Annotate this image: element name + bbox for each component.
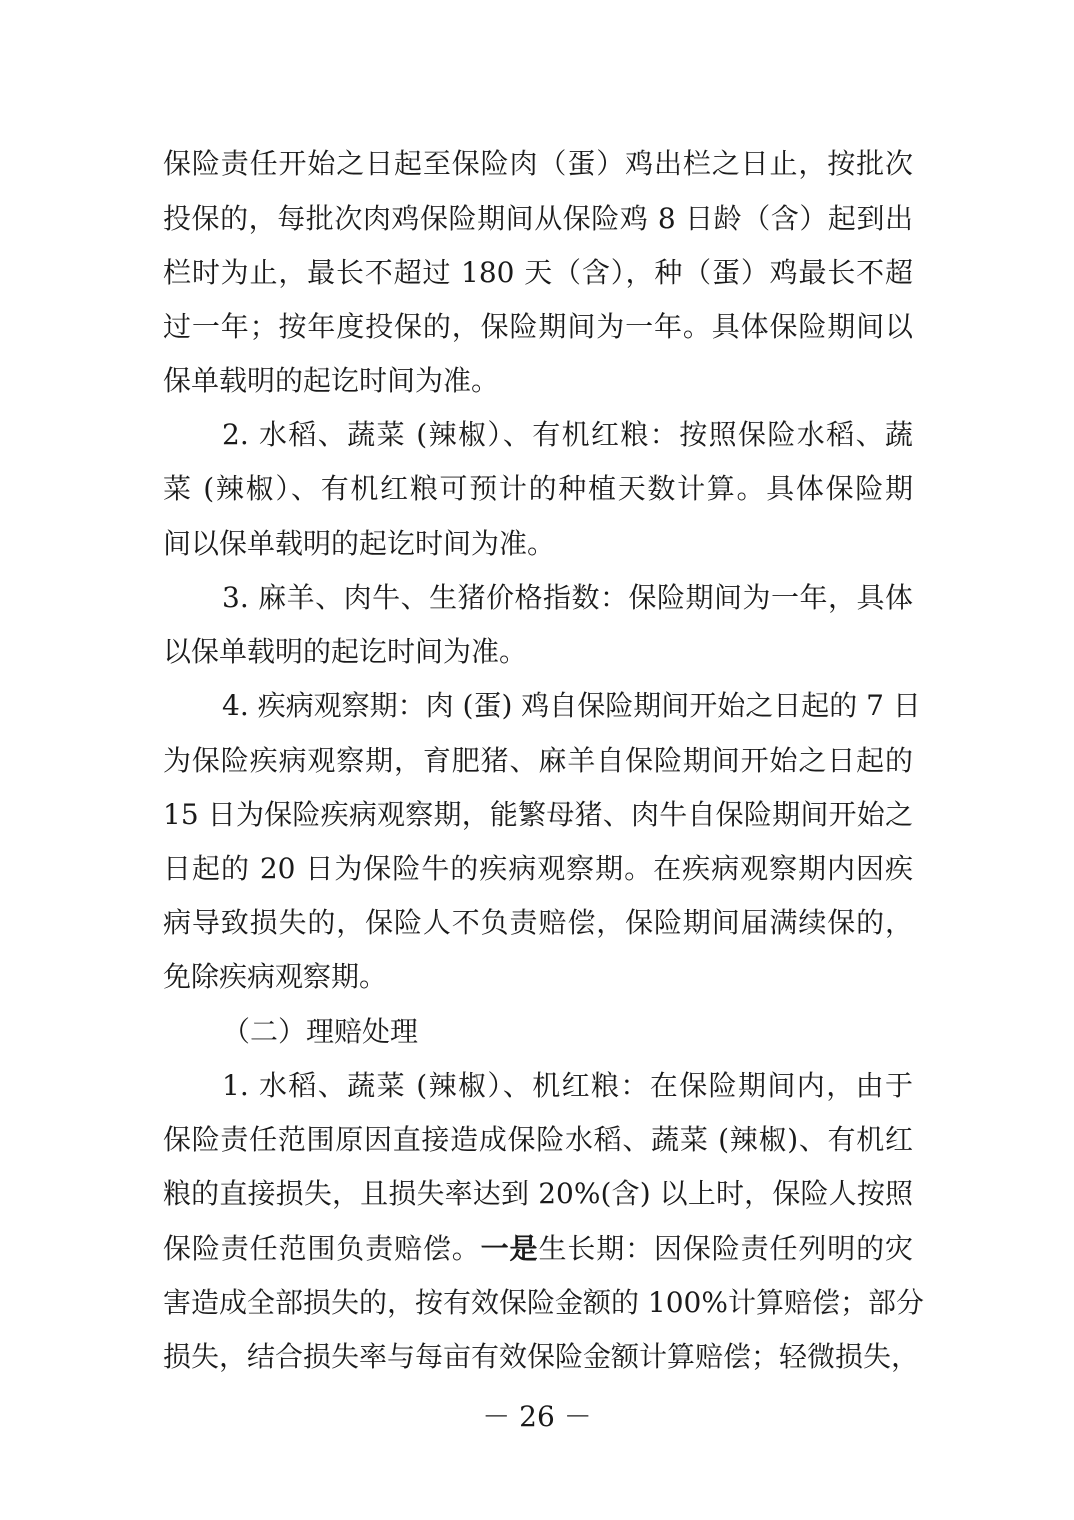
text-line: 15 日为保险疾病观察期，能繁母猪、肉牛自保险期间开始之 [163, 798, 913, 831]
text-line: 日起的 20 日为保险牛的疾病观察期。在疾病观察期内因疾 [163, 852, 913, 885]
text-line: 2. 水稻、蔬菜 (辣椒）、有机红粮：按照保险水稻、蔬 [222, 418, 913, 451]
text-line: 3. 麻羊、肉牛、生猪价格指数：保险期间为一年，具体 [222, 581, 913, 614]
text-line: 4. 疾病观察期：肉 (蛋) 鸡自保险期间开始之日起的 7 日 [222, 689, 921, 722]
text-line: 菜 (辣椒）、有机红粮可预计的种植天数计算。具体保险期 [163, 472, 913, 505]
text-line: 保单载明的起讫时间为准。 [163, 364, 500, 397]
text-line: 栏时为止，最长不超过 180 天（含），种（蛋）鸡最长不超 [163, 256, 913, 289]
text-segment: 生长期：因保险责任列明的灾 [538, 1232, 913, 1265]
text-line: 为保险疾病观察期，育肥猪、麻羊自保险期间开始之日起的 [163, 744, 913, 777]
text-line: 1. 水稻、蔬菜 (辣椒）、机红粮：在保险期间内，由于 [222, 1069, 913, 1102]
text-line: 间以保单载明的起讫时间为准。 [163, 527, 556, 560]
text-line: 保险责任范围原因直接造成保险水稻、蔬菜 (辣椒)、有机红 [163, 1123, 913, 1156]
text-line: 投保的，每批次肉鸡保险期间从保险鸡 8 日龄（含）起到出 [163, 202, 913, 235]
text-line: 病导致损失的，保险人不负责赔偿，保险期间届满续保的， [163, 906, 913, 939]
text-line: 过一年；按年度投保的，保险期间为一年。具体保险期间以 [163, 310, 913, 343]
text-line: 害造成全部损失的，按有效保险金额的 100%计算赔偿；部分 [163, 1286, 924, 1319]
page-number: － 26 － [482, 1400, 592, 1433]
text-line: 免除疾病观察期。 [163, 960, 388, 993]
bold-emphasis: 一是 [480, 1232, 539, 1265]
text-line: 粮的直接损失，且损失率达到 20%(含) 以上时，保险人按照 [163, 1177, 913, 1210]
text-line [163, 1229, 913, 1269]
text-line: 以保单载明的起讫时间为准。 [163, 635, 528, 668]
text-line: 损失，结合损失率与每亩有效保险金额计算赔偿；轻微损失， [163, 1340, 920, 1373]
section-heading: （二）理赔处理 [222, 1015, 419, 1048]
text-line: 保险责任开始之日起至保险肉（蛋）鸡出栏之日止，按批次 [163, 147, 913, 180]
text-segment: 保险责任范围负责赔偿。 [163, 1232, 481, 1265]
